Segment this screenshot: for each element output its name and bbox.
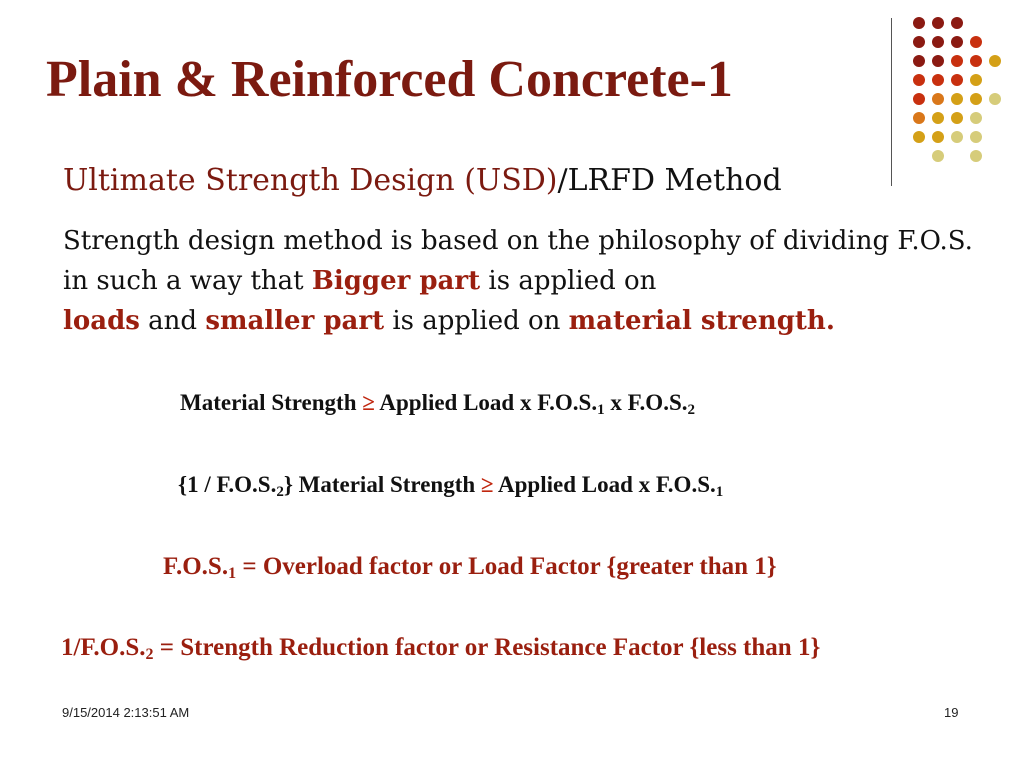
slide-subtitle xyxy=(63,163,782,198)
decor-dot xyxy=(970,74,982,86)
equation-2 xyxy=(178,472,723,501)
eq2-rhs-subscript: 1 xyxy=(715,484,724,500)
decor-dot xyxy=(913,93,925,105)
eq1-lhs: Material Strength xyxy=(180,390,363,415)
eq1-rhs: Applied Load x F.O.S. xyxy=(374,390,598,415)
decor-dot xyxy=(970,55,982,67)
para-text: Strength design method is based on the philosophy of dividing F.O.S. in such a way that xyxy=(63,226,973,296)
eq2-lhs-a: {1 / F.O.S. xyxy=(178,472,277,497)
decor-dot xyxy=(970,112,982,124)
slide-title: Plain & Reinforced Concrete-1 xyxy=(46,51,733,108)
body-paragraph xyxy=(63,221,993,341)
decor-dot xyxy=(932,74,944,86)
decor-dot xyxy=(913,36,925,48)
eq2-rhs: Applied Load x F.O.S. xyxy=(493,472,716,497)
footer-date: 9/15/2014 2:13:51 AM xyxy=(62,705,190,720)
para-text: is applied on xyxy=(480,266,657,296)
eq1-subscript-2: 2 xyxy=(687,402,695,418)
eq1-subscript-1: 1 xyxy=(597,402,605,418)
para-text: and xyxy=(139,306,206,336)
definition-1 xyxy=(163,553,777,583)
eq2-geq-symbol: ≥ xyxy=(480,472,494,497)
decor-dot xyxy=(932,55,944,67)
decor-dot xyxy=(913,55,925,67)
decor-dot xyxy=(951,131,963,143)
eq2-lhs-subscript: 2 xyxy=(276,484,284,500)
decor-dot xyxy=(970,93,982,105)
eq1-geq-symbol: ≥ xyxy=(362,390,375,415)
def1-term: F.O.S. xyxy=(163,553,229,580)
decor-dot xyxy=(932,93,944,105)
def2-subscript: 2 xyxy=(145,646,154,663)
para-text: is applied on xyxy=(384,306,569,336)
decor-dot xyxy=(989,55,1001,67)
def2-text: = Strength Reduction factor or Resistance Factor {less than 1} xyxy=(153,634,821,661)
equation-1 xyxy=(180,390,695,419)
decor-dot xyxy=(913,17,925,29)
eq1-mid: x F.O.S. xyxy=(604,390,688,415)
decor-dot xyxy=(913,131,925,143)
decor-dot xyxy=(932,36,944,48)
footer-page-number: 19 xyxy=(944,705,959,720)
decor-dot xyxy=(932,131,944,143)
decor-dot xyxy=(932,112,944,124)
subtitle-rest: /LRFD Method xyxy=(557,163,782,198)
def2-term: 1/F.O.S. xyxy=(61,634,146,661)
para-emphasis: material strength. xyxy=(568,306,835,336)
subtitle-accent: Ultimate Strength Design (USD) xyxy=(63,163,558,198)
para-emphasis: loads xyxy=(63,306,140,336)
decor-dot xyxy=(951,55,963,67)
decor-dot xyxy=(970,36,982,48)
decor-dot xyxy=(951,112,963,124)
decor-dot xyxy=(970,150,982,162)
para-emphasis: Bigger part xyxy=(311,266,481,296)
def1-text: = Overload factor or Load Factor {greater than 1} xyxy=(236,553,777,580)
decor-dot xyxy=(951,74,963,86)
decor-dot xyxy=(932,17,944,29)
vertical-divider xyxy=(891,18,892,186)
para-emphasis: smaller part xyxy=(205,306,385,336)
decor-dot xyxy=(951,36,963,48)
decor-dot xyxy=(970,131,982,143)
definition-2 xyxy=(61,634,820,664)
decor-dot xyxy=(913,112,925,124)
eq2-lhs-b: } Material Strength xyxy=(283,472,481,497)
decor-dot xyxy=(951,17,963,29)
decor-dot xyxy=(989,93,1001,105)
decor-dot xyxy=(913,74,925,86)
decor-dot xyxy=(951,93,963,105)
def1-subscript: 1 xyxy=(228,565,237,582)
decor-dot xyxy=(932,150,944,162)
